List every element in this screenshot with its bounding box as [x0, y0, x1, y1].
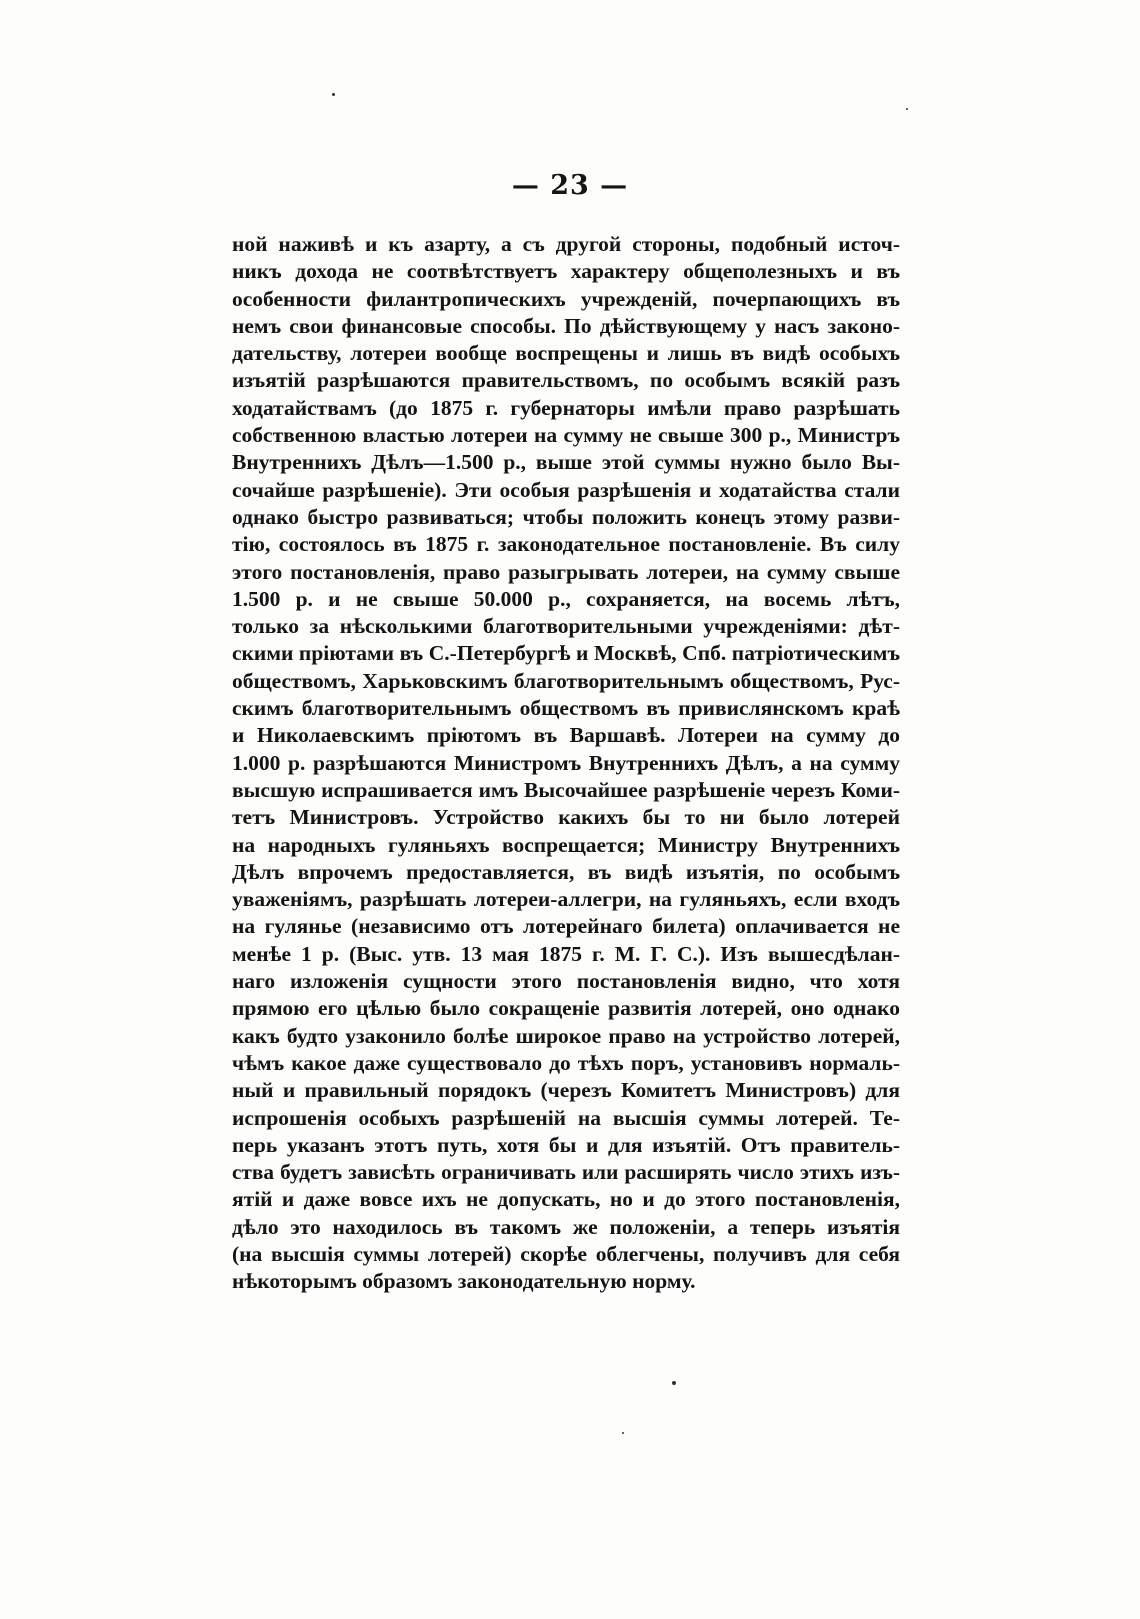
- text-line: на народныхъ гуляньяхъ воспрещается; Министру Внутреннихъ: [232, 832, 900, 857]
- text-line: обществомъ, Харьковскимъ благотворительнымъ обществомъ, Рус-: [232, 668, 900, 693]
- text-line: ства будетъ зависѣть ограничивать или расширять число этихъ изъ-: [232, 1160, 900, 1185]
- text-line: испрошенія особыхъ разрѣшеній на высшія суммы лотерей. Те-: [232, 1105, 900, 1130]
- text-line: менѣе 1 р. (Выс. утв. 13 мая 1875 г. М. Г. С.). Изъ вышесдѣлан-: [232, 941, 900, 966]
- print-speck: [906, 108, 908, 110]
- text-line: 1.000 р. разрѣшаются Министромъ Внутреннихъ Дѣлъ, а на сумму: [232, 750, 900, 775]
- text-line: тію, состоялось въ 1875 г. законодательное постановленіе. Въ силу: [232, 532, 900, 557]
- text-line: (на высшія суммы лотерей) скорѣе облегчены, получивъ для себя: [232, 1241, 900, 1266]
- text-line: на гулянье (независимо отъ лотерейнаго билета) оплачивается не: [232, 914, 900, 939]
- text-line: Дѣлъ впрочемъ предоставляется, въ видѣ изъятія, по особымъ: [232, 859, 900, 884]
- text-line: собственною властью лотереи на сумму не свыше 300 р., Министръ: [232, 423, 900, 448]
- text-line: дѣло это находилось въ такомъ же положеніи, а теперь изъятія: [232, 1214, 900, 1239]
- text-line: сочайше разрѣшеніе). Эти особыя разрѣшенія и ходатайства стали: [232, 477, 900, 502]
- text-line: скимъ благотворительнымъ обществомъ въ привислянскомъ краѣ: [232, 696, 900, 721]
- text-line: ной наживѣ и къ азарту, а съ другой стороны, подобный источ-: [232, 232, 900, 256]
- text-line: какъ будто узаконило болѣе широкое право на устройство лотерей,: [232, 1023, 900, 1048]
- text-line: прямою его цѣлью было сокращеніе развитія лотерей, оно однако: [232, 996, 900, 1021]
- page-number: — 23 —: [511, 170, 629, 201]
- text-line: ходатайствамъ (до 1875 г. губернаторы имѣли право разрѣшать: [232, 395, 900, 420]
- text-line: тетъ Министровъ. Устройство какихъ бы то ни было лотерей: [232, 805, 900, 830]
- text-line: изъятій разрѣшаются правительствомъ, по особымъ всякій разъ: [232, 368, 900, 393]
- text-line: уваженіямъ, разрѣшать лотереи-аллегри, на гуляньяхъ, если входъ: [232, 887, 900, 912]
- text-line: чѣмъ какое даже существовало до тѣхъ поръ, установивъ нормаль-: [232, 1050, 900, 1075]
- text-line: немъ свои финансовые способы. По дѣйствующему у насъ законо-: [232, 313, 900, 338]
- body-text: [232, 231, 900, 1296]
- print-speck: [672, 1381, 676, 1385]
- text-line: однако быстро развиваться; чтобы положить конецъ этому разви-: [232, 504, 900, 529]
- text-line: Внутреннихъ Дѣлъ—1.500 р., выше этой суммы нужно было Вы-: [232, 450, 900, 475]
- print-speck: [622, 1432, 624, 1434]
- text-line: и Николаевскимъ пріютомъ въ Варшавѣ. Лотереи на сумму до: [232, 723, 900, 748]
- text-line: перь указанъ этотъ путь, хотя бы и для изъятій. Отъ правитель-: [232, 1132, 900, 1157]
- text-line: ятій и даже вовсе ихъ не допускать, но и до этого постановленія,: [232, 1187, 900, 1212]
- text-line: 1.500 р. и не свыше 50.000 р., сохраняется, на восемь лѣтъ,: [232, 586, 900, 611]
- text-line: только за нѣсколькими благотворительными учрежденіями: дѣт-: [232, 614, 900, 639]
- text-line: наго изложенія сущности этого постановленія видно, что хотя: [232, 969, 900, 994]
- print-speck: [332, 93, 335, 96]
- text-line: высшую испрашивается имъ Высочайшее разрѣшеніе черезъ Коми-: [232, 777, 900, 802]
- text-line: никъ дохода не соотвѣтствуетъ характеру общеполезныхъ и въ: [232, 259, 900, 284]
- text-line: нѣкоторымъ образомъ законодательную норму.: [232, 1269, 696, 1294]
- text-line: особенности филантропическихъ учрежденій, почерпающихъ въ: [232, 286, 900, 311]
- text-line: скими пріютами въ С.-Петербургѣ и Москвѣ, Спб. патріотическимъ: [232, 641, 900, 666]
- text-line: этого постановленія, право разыгрывать лотереи, на сумму свыше: [232, 559, 900, 584]
- text-line: дательству, лотереи вообще воспрещены и лишь въ видѣ особыхъ: [232, 341, 900, 366]
- text-line: ный и правильный порядокъ (черезъ Комитетъ Министровъ) для: [232, 1078, 900, 1103]
